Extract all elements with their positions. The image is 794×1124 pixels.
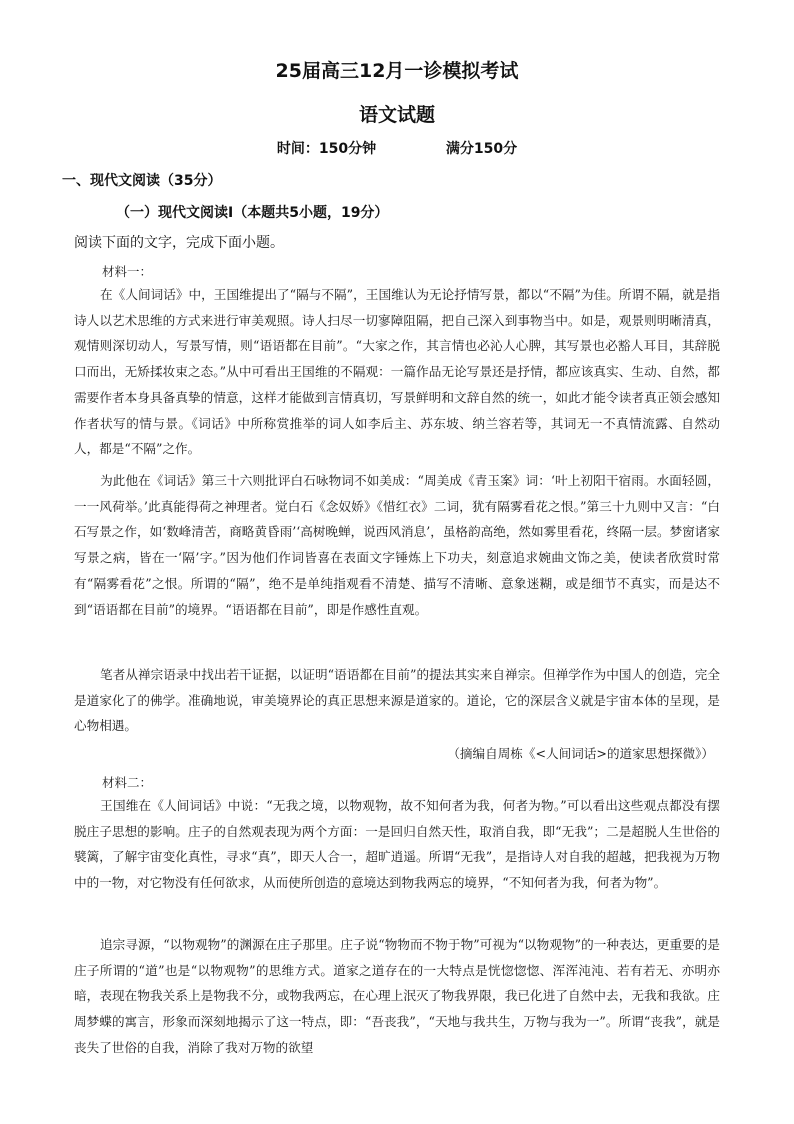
material-one-label: 材料一： [102,264,153,279]
section-heading: 一、现代文阅读（35分） [62,173,222,189]
material-one-paragraph-3: 笔者从禅宗语录中找出若干证据，以证明“语语都在目前”的提法其实来自禅宗。但禅学作为中国人的创造，完全是道家化了的佛学。准确地说，审美境界论的真正思想来源是道家的。道论，它的深层含义就是宇宙本体的呈现，是心物相遇。 [74,667,720,734]
material-one-paragraph-2: 为此他在《词话》第三十六则批评白石咏物词不如美成：“周美成《青玉案》词：‘叶上初阳干宿雨。水面轻圆，一一风荷举。’此真能得荷之神理者。觉白石《念奴娇》《惜红衣》二词，犹有隔雾看花之恨。”第三十九则中又言：“白石写景之作，如‘数峰清苦，商略黄昏雨’‘高树晚蝉，说西风消息’，虽格韵高绝，然如雾里看花，终隔一层。梦窗诸家写景之病，皆在一‘隔’字。”因为他们作词皆喜在表面文字锤炼上下功夫，刻意追求婉曲文饰之美，使读者欣赏时常有“隔雾看花”之恨。所谓的“隔”，绝不是单纯指观看不清楚、描写不清晰、意象迷糊，或是细节不真实，而是达不到“语语都在目前”的境界。“语语都在目前”，即是作感性直观。 [74,473,720,617]
material-two-paragraph-2: 追宗寻源，“以物观物”的渊源在庄子那里。庄子说“物物而不物于物”可视为“以物观物”的一种表达，更重要的是庄子所谓的“道”也是“以物观物”的思维方式。道家之道存在的一大特点是恍惚惚惚、浑浑沌沌、若有若无、亦明亦暗，表现在物我关系上是物我不分，或物我两忘，在心理上泯灭了物我界限，我已化进了自然中去，无我和我欲。庄周梦蝶的寓言，形象而深刻地揭示了这一特点，即：“吾丧我”，“天地与我共生，万物与我为一”。所谓“丧我”，就是丧失了世俗的自我，消除了我对万物的欲望 [74,937,720,1055]
exam-title: 25届高三12月一诊模拟考试 [275,60,519,82]
sub-section-heading: （一）现代文阅读Ⅰ（本题共5小题，19分） [116,205,389,221]
exam-meta [0,138,794,158]
material-one-source: （摘编自周栋《<人间词话>的道家思想探微》） [447,746,714,761]
material-two-label: 材料二： [102,775,153,790]
material-two-paragraph-1: 王国维在《人间词话》中说：“无我之境，以物观物，故不知何者为我，何者为物。”可以看出这些观点都没有摆脱庄子思想的影响。庄子的自然观表现为两个方面：一是回归自然天性，取消自我，即“无我”；二是超脱人生世俗的襞篱，了解宇宙变化真性，寻求“真”，即天人合一，超旷逍遥。所谓“无我”，是指诗人对自我的超越，把我视为万物中的一物，对它物没有任何欲求，从而使所创造的意境达到物我两忘的境界，“不知何者为我，何者为物”。 [74,798,720,891]
subject-title: 语文试题 [358,104,435,126]
exam-score: 满分150分 [445,141,518,157]
material-one-paragraph-1: 在《人间词话》中，王国维提出了“隔与不隔”，王国维认为无论抒情写景，都以“不隔”为佳。所谓不隔，就是指诗人以艺术思维的方式来进行审美观照。诗人扫尽一切寥障阻隔，把自己深入到事物当中。如是，观景则明晰清真，观情则深切动人，写景写情，则“语语都在目前”。“大家之作，其言情也必沁人心脾，其写景也必豁人耳目，其辞脱口而出，无矫揉妆束之态。”从中可看出王国维的不隔观：一篇作品无论写景还是抒情，都应该真实、生动、自然，都需要作者本身具备真挚的情意，这样才能做到言情真切，写景鲜明和文辞自然的统一，如此才能令读者真正领会感知作者状写的情与景。《词话》中所称赏推举的词人如李后主、苏东坡、纳兰容若等，其词无一不真情流露、自然动人，都是“不隔”之作。 [74,287,720,457]
reading-instruction: 阅读下面的文字，完成下面小题。 [74,235,284,251]
exam-time: 时间：150分钟 [276,141,377,157]
